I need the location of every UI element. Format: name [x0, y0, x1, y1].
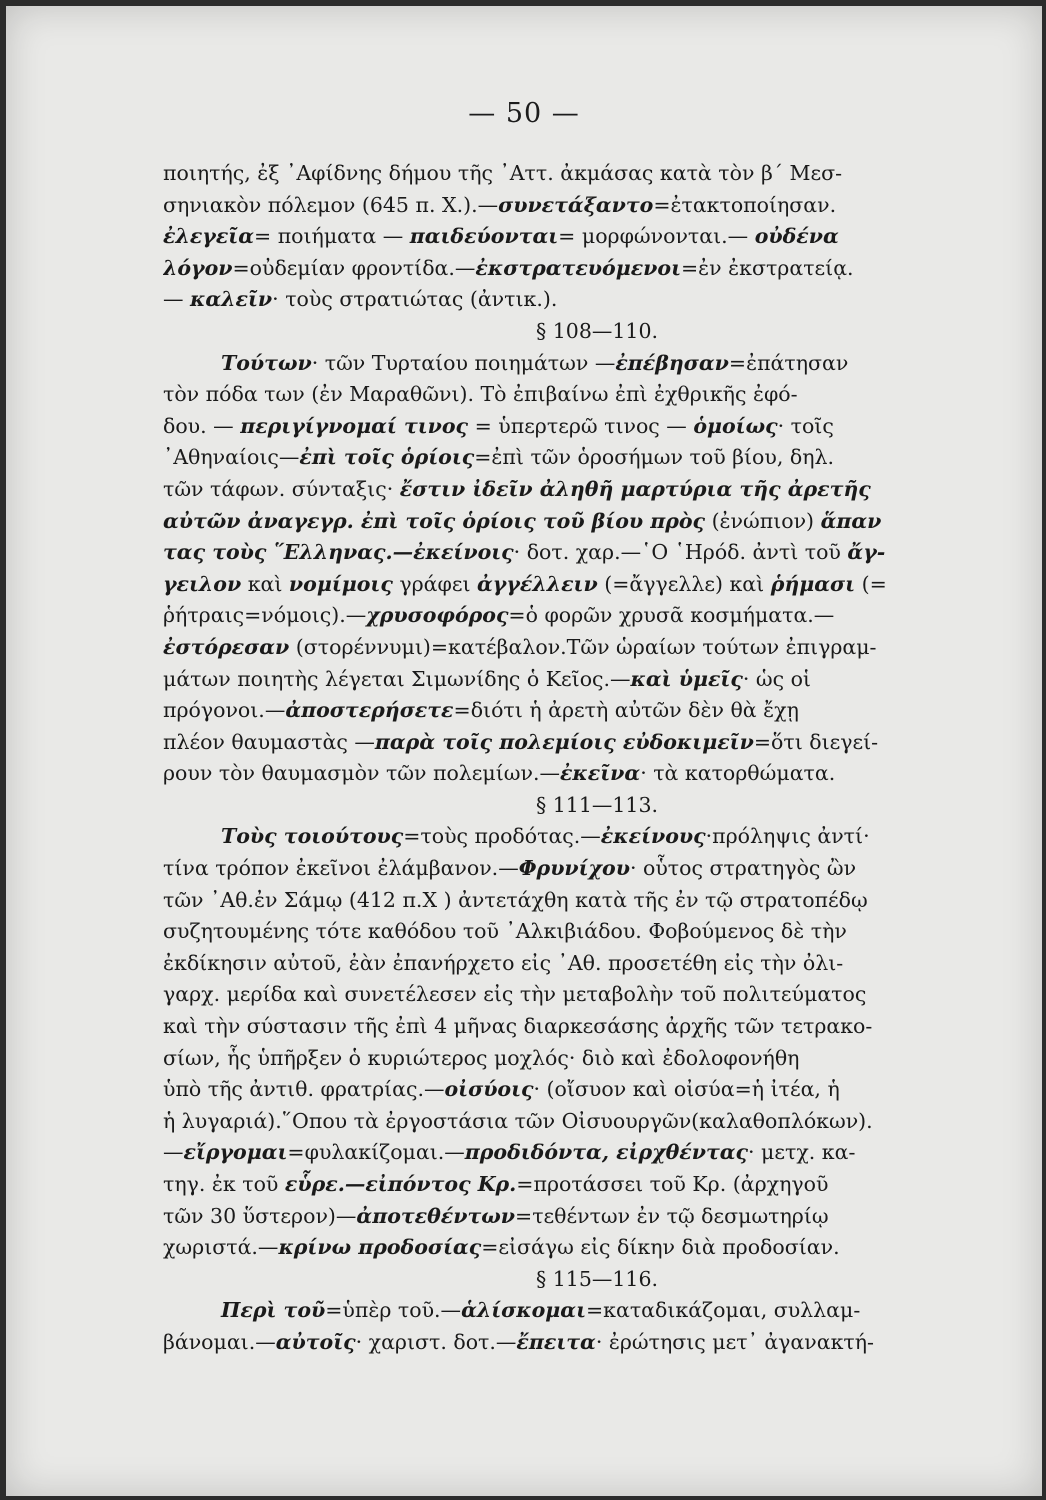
gloss-text: · τῶν Τυρταίου ποιημάτων —	[311, 350, 616, 375]
gloss-text: =εἰσάγω εἰς δίκην διὰ προδοσίαν.	[481, 1235, 840, 1260]
gloss-text: τίνα τρόπον ἐκεῖνοι ἐλάμβανον.—	[163, 856, 519, 881]
text-line	[163, 190, 1031, 222]
gloss-text: § 108—110.	[535, 318, 659, 343]
gloss-text: ρουν τὸν θαυμασμὸν τῶν πολεμίων.—	[163, 761, 560, 786]
section-heading	[163, 316, 1031, 348]
text-line	[163, 221, 1031, 253]
lemma: νομίμοις	[288, 571, 393, 596]
gloss-text: =καταδικάζομαι, συλλαμ-	[585, 1298, 861, 1323]
gloss-text: = ποιήματα —	[254, 224, 410, 249]
section-heading	[163, 790, 1031, 822]
gloss-text: —	[163, 287, 191, 312]
lemma: αὐτῶν ἀναγεγρ. ἐπὶ τοῖς ὁρίοις τοῦ βίου πρὸς	[163, 508, 706, 533]
lemma: Περὶ τοῦ	[221, 1298, 326, 1323]
gloss-text: =οὐδεμίαν φροντίδα.—	[232, 255, 476, 280]
text-line	[163, 1043, 1031, 1075]
gloss-text: τηγ. ἐκ τοῦ	[163, 1172, 285, 1196]
gloss-text: =τοὺς προδότας.—	[403, 824, 601, 849]
lemma: ἀποτεθέντων	[356, 1203, 516, 1228]
gloss-text: καὶ τὴν σύστασιν τῆς ἐπὶ 4 μῆνας διαρκεσάσης ἀρχῆς τῶν τετρακο-	[163, 1014, 873, 1039]
gloss-text: —	[163, 1140, 184, 1165]
text-line	[163, 1074, 1031, 1106]
lemma: εἴργομαι	[183, 1140, 288, 1165]
lemma: Φρυνίχου	[518, 856, 630, 881]
lemma: ῥήμασι	[770, 571, 856, 596]
gloss-text: ποιητής, ἐξ ᾽Αφίδνης δήμου τῆς ᾽Αττ. ἀκμάσας κατὰ τὸν β΄ Μεσ-	[163, 161, 843, 185]
gloss-text: =ἐπάτησαν	[728, 350, 849, 375]
text-line	[163, 474, 1031, 506]
lemma: παιδεύονται	[409, 224, 559, 249]
gloss-text: πρόγονοι.—	[163, 698, 286, 723]
text-line	[163, 569, 1031, 601]
gloss-text: πλέον θαυμαστὰς —	[163, 729, 375, 754]
lemma: ἐλεγεῖα	[163, 224, 254, 249]
text-line	[163, 916, 1031, 948]
gloss-text: · μετχ. κα-	[748, 1140, 856, 1165]
lemma: ἔστιν ἰδεῖν ἀληθῆ μαρτύρια τῆς ἀρετῆς	[399, 476, 871, 501]
gloss-text: =φυλακίζομαι.—	[287, 1140, 465, 1165]
lemma: ὁμοίως	[693, 413, 778, 438]
lemma: καὶ ὑμεῖς	[630, 666, 743, 691]
lemma: ἅπαν	[820, 508, 882, 533]
lemma: ἀγγέλλειν	[477, 571, 598, 596]
gloss-text: ᾽Αθηναίοις—	[163, 445, 300, 470]
gloss-text: =ἐπὶ τῶν ὁροσήμων τοῦ βίου, δηλ.	[474, 445, 835, 470]
lemma: ἐπέβησαν	[615, 350, 729, 375]
text-line	[163, 1232, 1031, 1264]
lemma: Τούτων	[221, 350, 312, 375]
lemma: ἐκείνους	[600, 824, 706, 849]
text-line	[163, 885, 1031, 917]
gloss-text: · (οἴσυον καὶ οἰσύα=ἡ ἰτέα, ἡ	[533, 1077, 840, 1102]
lemma: οἰσύοις	[444, 1077, 534, 1102]
gloss-text: · δοτ. χαρ.—῾Ο ῾Ηρόδ. ἀντὶ τοῦ	[513, 540, 848, 565]
text-line	[163, 758, 1031, 790]
text-line	[163, 1327, 1031, 1359]
gloss-text: =ἐτακτοποίησαν.	[653, 192, 837, 217]
text-line	[163, 853, 1031, 885]
text-line	[163, 1011, 1031, 1043]
lemma: τας τοὺς ῞Ελληνας.—ἐκείνοις	[163, 540, 514, 565]
lemma: ἐπὶ τοῖς ὁρίοις	[299, 445, 475, 470]
lemma: εὗρε.—εἰπόντος Κρ.	[284, 1172, 517, 1196]
gloss-text: = μορφώνονται.—	[558, 224, 755, 249]
gloss-text: μάτων ποιητὴς λέγεται Σιμωνίδης ὁ Κεῖος.—	[163, 666, 631, 691]
gloss-text: § 115—116.	[535, 1266, 659, 1291]
gloss-text: δου. —	[163, 413, 241, 438]
gloss-text: καὶ	[241, 571, 289, 596]
gloss-text: =ὅτι διεγεί-	[753, 729, 879, 754]
lemma: προδιδόντα, εἰρχθέντας	[464, 1140, 749, 1165]
gloss-text: · ὡς οἱ	[742, 666, 811, 691]
book-page	[6, 6, 1042, 1496]
gloss-text: =προτάσσει τοῦ Κρ. (ἀρχηγοῦ	[516, 1172, 829, 1196]
gloss-text: =ἐν ἐκστρατείᾳ.	[681, 255, 854, 280]
section-heading	[163, 1264, 1031, 1296]
lemma: παρὰ τοῖς πολεμίοις εὐδοκιμεῖν	[374, 729, 754, 754]
text-line	[163, 284, 1031, 316]
gloss-text: σίων, ἧς ὑπῆρξεν ὁ κυριώτερος μοχλός· διὸ καὶ ἐδολοφονήθη	[163, 1045, 800, 1070]
text-line	[163, 1106, 1031, 1138]
gloss-text: βάνομαι.—	[163, 1329, 276, 1354]
gloss-text: · χαριστ. δοτ.—	[355, 1329, 517, 1354]
gloss-text: =ὑπὲρ τοῦ.—	[325, 1298, 462, 1323]
commentary-text	[163, 158, 1031, 1359]
text-line	[163, 632, 1031, 664]
text-line	[163, 348, 1031, 380]
lemma: αὐτοῖς	[275, 1329, 356, 1354]
gloss-text: · τοῖς	[777, 413, 834, 438]
text-line	[163, 821, 1031, 853]
gloss-text: =ὁ φορῶν χρυσᾶ κοσμήματα.—	[508, 603, 835, 628]
text-line	[163, 1201, 1031, 1233]
lemma: χρυσοφόρος	[366, 603, 509, 628]
lemma: ἄγ-	[847, 540, 886, 565]
gloss-text: τῶν τάφων. σύνταξις·	[163, 476, 400, 501]
lemma: ἐκστρατευόμενοι	[475, 255, 681, 280]
gloss-text: · τοὺς στρατιώτας (ἀντικ.).	[272, 287, 558, 312]
text-line	[163, 442, 1031, 474]
text-line	[163, 695, 1031, 727]
gloss-text: ἐκδίκησιν αὐτοῦ, ἐὰν ἐπανήρχετο εἰς ᾽Αθ. προσετέθη εἰς τὴν ὀλι-	[163, 950, 844, 975]
gloss-text: γαρχ. μερίδα καὶ συνετέλεσεν εἰς τὴν μεταβολὴν τοῦ πολιτεύματος	[163, 982, 867, 1007]
gloss-text: σηνιακὸν πόλεμον (645 π. Χ.).—	[163, 192, 499, 217]
text-line	[163, 1137, 1031, 1169]
gloss-text: (στορέννυμι)=κατέβαλον.Τῶν ὡραίων τούτων ἐπιγραμ-	[289, 634, 877, 659]
text-line	[163, 664, 1031, 696]
lemma: περιγίγνομαί τινος	[240, 413, 469, 438]
gloss-text: τῶν ᾽Αθ.ἐν Σάμῳ (412 π.Χ ) ἀντετάχθη κατὰ τῆς ἐν τῷ στρατοπέδῳ	[163, 887, 868, 912]
gloss-text: · οὗτος στρατηγὸς ὢν	[629, 856, 857, 881]
gloss-text: γράφει	[392, 571, 478, 596]
lemma: ἔπειτα	[516, 1329, 596, 1354]
lemma: κρίνω προδοσίας	[278, 1235, 482, 1260]
gloss-text: (ἐνώπιον)	[705, 508, 821, 533]
text-line	[163, 158, 1031, 190]
text-line	[163, 537, 1031, 569]
gloss-text: ῥήτραις=νόμοις).—	[163, 603, 367, 628]
lemma: λόγον	[163, 255, 233, 280]
gloss-text: τὸν πόδα των (ἐν Μαραθῶνι). Τὸ ἐπιβαίνω ἐπὶ ἐχθρικῆς ἐφό-	[163, 382, 798, 407]
lemma: συνετάξαντο	[498, 192, 654, 217]
text-line	[163, 411, 1031, 443]
text-line	[163, 979, 1031, 1011]
gloss-text: = ὑπερτερῶ τινος —	[468, 413, 694, 438]
text-line	[163, 948, 1031, 980]
lemma: ἁλίσκομαι	[461, 1298, 586, 1323]
gloss-text: (=	[855, 571, 887, 596]
gloss-text: · τὰ κατορθώματα.	[640, 761, 836, 786]
gloss-text: ·πρόληψις ἀντί·	[705, 824, 870, 849]
gloss-text: § 111—113.	[535, 792, 659, 817]
lemma: Τοὺς τοιούτους	[221, 824, 404, 849]
gloss-text: =τεθέντων ἐν τῷ δεσμωτηρίῳ	[515, 1203, 829, 1228]
text-line	[163, 253, 1031, 285]
lemma: καλεῖν	[190, 287, 273, 312]
lemma: οὐδένα	[754, 224, 839, 249]
gloss-text: =διότι ἡ ἀρετὴ αὐτῶν δὲν θὰ ἔχῃ	[453, 698, 799, 723]
gloss-text: ὑπὸ τῆς ἀντιθ. φρατρίας.—	[163, 1077, 445, 1102]
lemma: γειλον	[163, 571, 242, 596]
text-line	[163, 1295, 1031, 1327]
gloss-text: · ἐρώτησις μετ᾽ ἀγανακτή-	[595, 1329, 874, 1354]
text-line	[163, 506, 1031, 538]
page-number: — 50 —	[468, 98, 580, 129]
lemma: ἐκεῖνα	[559, 761, 641, 786]
gloss-text: χωριστά.—	[163, 1235, 279, 1260]
gloss-text: τῶν 30 ὕστερον)—	[163, 1203, 357, 1228]
gloss-text: (=ἄγγελλε) καὶ	[597, 571, 771, 596]
text-line	[163, 600, 1031, 632]
gloss-text: συζητουμένης τότε καθόδου τοῦ ᾽Αλκιβιάδου. Φοβούμενος δὲ τὴν	[163, 919, 847, 944]
text-line	[163, 1169, 1031, 1201]
text-line	[163, 727, 1031, 759]
text-line	[163, 379, 1031, 411]
lemma: ἐστόρεσαν	[163, 634, 290, 659]
lemma: ἀποστερήσετε	[285, 698, 454, 723]
gloss-text: ἡ λυγαριά).῞Οπου τὰ ἐργοστάσια τῶν Οἰσυουργῶν(καλαθοπλόκων).	[163, 1108, 873, 1133]
